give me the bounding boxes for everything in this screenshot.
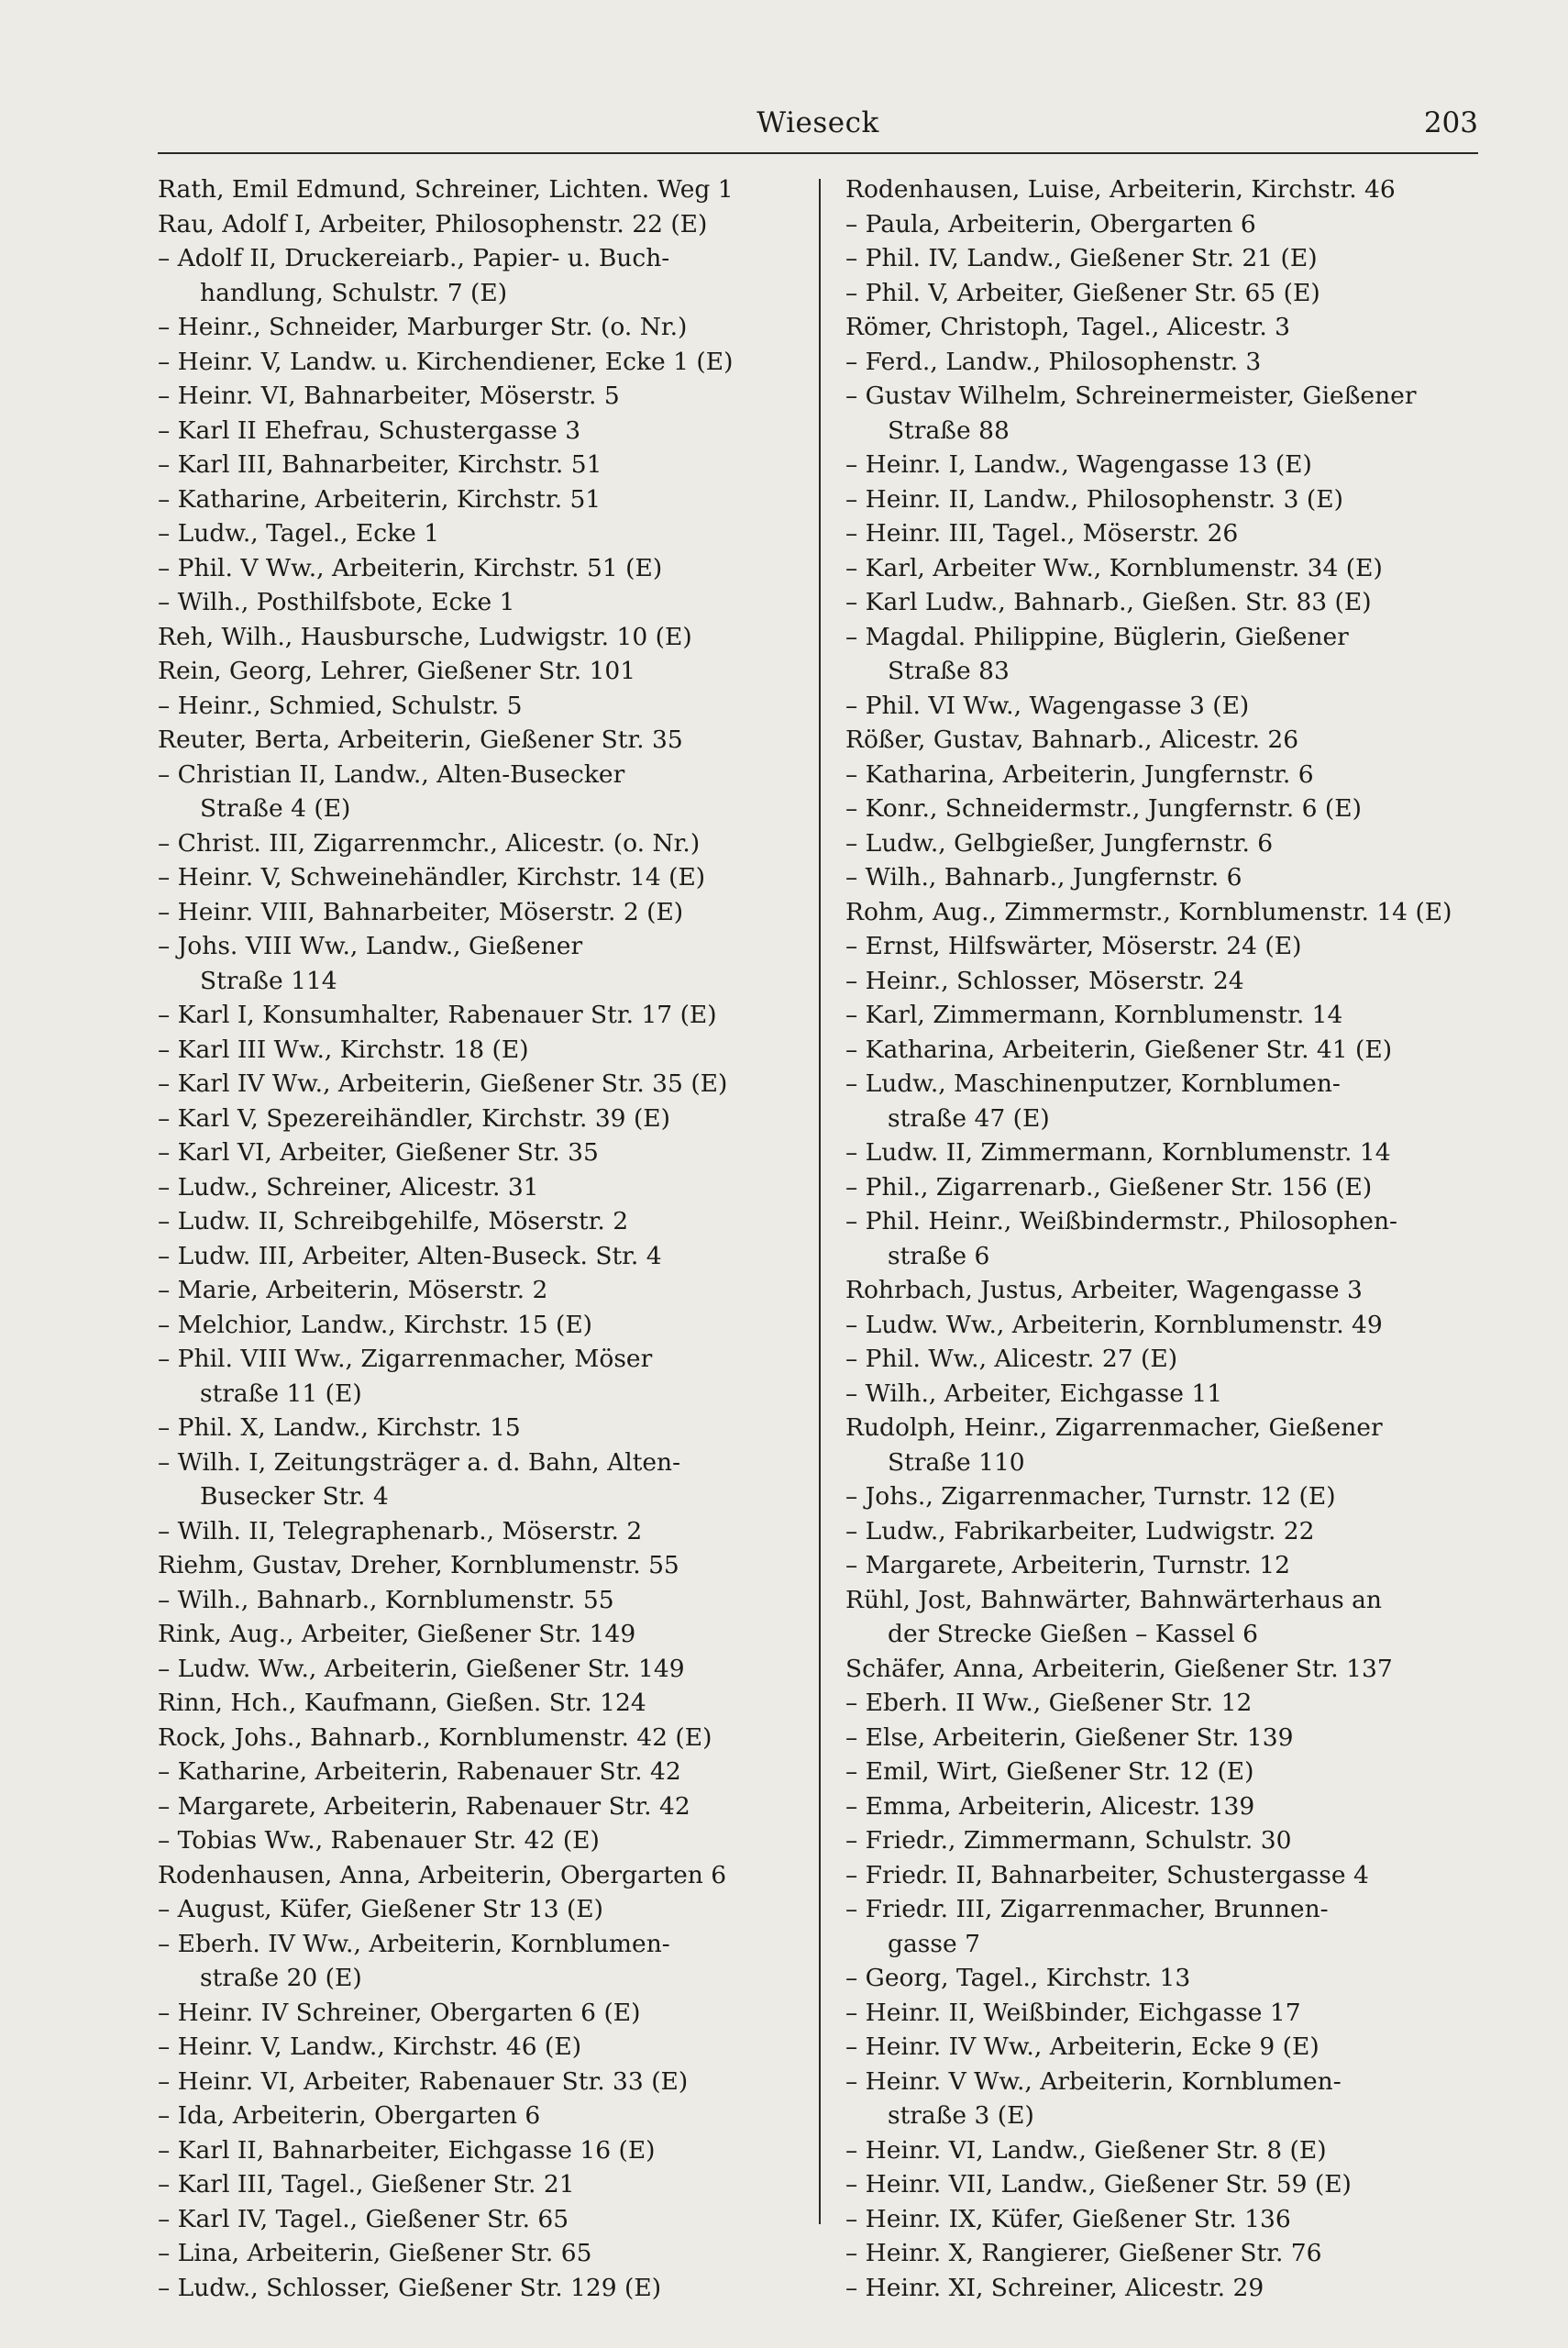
- directory-entry: Straße 88: [888, 415, 1010, 445]
- directory-entry: – Heinr. V, Landw. u. Kirchendiener, Ecke 1 (E): [158, 347, 734, 376]
- directory-entry: – Lina, Arbeiterin, Gießener Str. 65: [158, 2239, 592, 2267]
- directory-entry: Rohrbach, Justus, Arbeiter, Wagengasse 3: [845, 1276, 1363, 1304]
- directory-entry: – Karl VI, Arbeiter, Gießener Str. 35: [158, 1138, 599, 1167]
- directory-entry: Rock, Johs., Bahnarb., Kornblumenstr. 42 (E): [158, 1722, 712, 1752]
- directory-entry: – Marie, Arbeiterin, Möserstr. 2: [158, 1276, 548, 1304]
- directory-entry: handlung, Schulstr. 7 (E): [200, 278, 508, 307]
- directory-entry: – Wilh., Arbeiter, Eichgasse 11: [845, 1379, 1223, 1408]
- column-divider: [819, 179, 821, 2224]
- directory-entry: – Phil. V Ww., Arbeiterin, Kirchstr. 51 (E): [158, 553, 663, 582]
- directory-entry: – Heinr. V Ww., Arbeiterin, Kornblumen-: [845, 2066, 1342, 2096]
- directory-entry: – Paula, Arbeiterin, Obergarten 6: [845, 209, 1256, 238]
- directory-entry: – Karl IV Ww., Arbeiterin, Gießener Str. 35 (E): [158, 1069, 728, 1098]
- directory-entry: Straße 110: [888, 1447, 1025, 1477]
- directory-entry: Rudolph, Heinr., Zigarrenmacher, Gießener: [845, 1413, 1383, 1442]
- directory-entry: straße 47 (E): [888, 1103, 1050, 1133]
- directory-entry: gasse 7: [888, 1929, 980, 1958]
- directory-entry: Rühl, Jost, Bahnwärter, Bahnwärterhaus an: [845, 1585, 1382, 1614]
- directory-entry: Straße 4 (E): [200, 794, 351, 823]
- directory-entry: – Ferd., Landw., Philosophenstr. 3: [845, 347, 1262, 376]
- directory-entry: – Katharina, Arbeiterin, Gießener Str. 41 (E): [845, 1035, 1393, 1064]
- directory-entry: – Else, Arbeiterin, Gießener Str. 139: [845, 1722, 1294, 1752]
- directory-entry: – Heinr. VI, Bahnarbeiter, Möserstr. 5: [158, 382, 620, 410]
- directory-entry: – Konr., Schneidermstr., Jungfernstr. 6 (E): [845, 794, 1362, 823]
- directory-entry: – Heinr. IV Ww., Arbeiterin, Ecke 9 (E): [845, 2032, 1320, 2061]
- directory-entry: – Katharine, Arbeiterin, Kirchstr. 51: [158, 484, 602, 514]
- directory-entry: – Heinr. IV Schreiner, Obergarten 6 (E): [158, 1998, 641, 2027]
- directory-entry: – Emma, Arbeiterin, Alicestr. 139: [845, 1791, 1255, 1821]
- header-rule: [158, 152, 1478, 154]
- directory-entry: Rodenhausen, Anna, Arbeiterin, Obergarten 6: [158, 1860, 727, 1889]
- directory-entry: Riehm, Gustav, Dreher, Kornblumenstr. 55: [158, 1551, 679, 1579]
- directory-entry: – Heinr. IX, Küfer, Gießener Str. 136: [845, 2204, 1291, 2233]
- page-header: [158, 103, 1478, 149]
- directory-entry: – Wilh. II, Telegraphenarb., Möserstr. 2: [158, 1516, 643, 1545]
- left-column: [158, 172, 800, 2305]
- directory-entry: – Karl III Ww., Kirchstr. 18 (E): [158, 1035, 529, 1064]
- directory-entry: Rath, Emil Edmund, Schreiner, Lichten. Weg 1: [158, 175, 734, 204]
- directory-entry: – Heinr., Schneider, Marburger Str. (o. Nr.): [158, 313, 688, 341]
- directory-entry: – Ludw., Tagel., Ecke 1: [158, 519, 440, 548]
- directory-entry: – Ludw., Gelbgießer, Jungfernstr. 6: [845, 828, 1274, 858]
- directory-entry: – Christ. III, Zigarrenmchr., Alicestr. (o. Nr.): [158, 828, 701, 858]
- directory-entry: – Heinr. VI, Arbeiter, Rabenauer Str. 33 (E): [158, 2066, 689, 2096]
- directory-entry: – Ludw. Ww., Arbeiterin, Gießener Str. 149: [158, 1654, 685, 1683]
- directory-entry: – Melchior, Landw., Kirchstr. 15 (E): [158, 1310, 593, 1339]
- directory-entry: Rößer, Gustav, Bahnarb., Alicestr. 26: [845, 725, 1299, 754]
- directory-entry: – Ida, Arbeiterin, Obergarten 6: [158, 2101, 541, 2130]
- directory-entry: – Margarete, Arbeiterin, Rabenauer Str. 42: [158, 1791, 690, 1821]
- directory-entry: – Heinr. VIII, Bahnarbeiter, Möserstr. 2 (E): [158, 897, 684, 926]
- directory-entry: – Ludw., Schreiner, Alicestr. 31: [158, 1172, 539, 1202]
- directory-entry: – Karl II Ehefrau, Schustergasse 3: [158, 415, 581, 445]
- directory-entry: – Phil., Zigarrenarb., Gießener Str. 156 (E): [845, 1172, 1373, 1202]
- directory-entry: – Ludw. II, Schreibgehilfe, Möserstr. 2: [158, 1207, 629, 1235]
- directory-entry: – Ludw., Fabrikarbeiter, Ludwigstr. 22: [845, 1516, 1315, 1545]
- directory-entry: – Ludw., Maschinenputzer, Kornblumen-: [845, 1069, 1341, 1098]
- directory-entry: – Heinr. V, Schweinehändler, Kirchstr. 14 (E): [158, 863, 706, 892]
- directory-entry: – Heinr. XI, Schreiner, Alicestr. 29: [845, 2273, 1264, 2302]
- directory-entry: straße 6: [888, 1241, 990, 1270]
- directory-entry: straße 20 (E): [200, 1964, 362, 1992]
- directory-entry: – Friedr. III, Zigarrenmacher, Brunnen-: [845, 1895, 1329, 1923]
- directory-entry: – Karl II, Bahnarbeiter, Eichgasse 16 (E): [158, 2135, 656, 2165]
- directory-entry: Rein, Georg, Lehrer, Gießener Str. 101: [158, 657, 636, 685]
- directory-entry: – Heinr. VII, Landw., Gießener Str. 59 (E): [845, 2170, 1352, 2198]
- directory-entry: – Phil. V, Arbeiter, Gießener Str. 65 (E): [845, 278, 1320, 307]
- directory-entry: – Katharine, Arbeiterin, Rabenauer Str. 42: [158, 1757, 681, 1786]
- directory-entry: – Ludw., Schlosser, Gießener Str. 129 (E): [158, 2273, 662, 2302]
- directory-entry: – Heinr. VI, Landw., Gießener Str. 8 (E): [845, 2135, 1327, 2165]
- directory-entry: – Emil, Wirt, Gießener Str. 12 (E): [845, 1757, 1254, 1786]
- directory-entry: Schäfer, Anna, Arbeiterin, Gießener Str. 137: [845, 1654, 1393, 1683]
- directory-entry: – Tobias Ww., Rabenauer Str. 42 (E): [158, 1826, 600, 1855]
- directory-entry: – Eberh. II Ww., Gießener Str. 12: [845, 1689, 1253, 1717]
- directory-entry: – Johs., Zigarrenmacher, Turnstr. 12 (E): [845, 1482, 1336, 1511]
- directory-entry: – Phil. IV, Landw., Gießener Str. 21 (E): [845, 244, 1318, 272]
- directory-entry: Reuter, Berta, Arbeiterin, Gießener Str. 35: [158, 725, 683, 754]
- directory-entry: – Ernst, Hilfswärter, Möserstr. 24 (E): [845, 932, 1302, 960]
- directory-entry: Straße 114: [200, 966, 337, 995]
- directory-entry: – Karl V, Spezereihändler, Kirchstr. 39 (E): [158, 1103, 670, 1133]
- directory-entry: – Gustav Wilhelm, Schreinermeister, Gießener: [845, 382, 1417, 410]
- directory-entry: – Phil. VI Ww., Wagengasse 3 (E): [845, 691, 1250, 720]
- directory-entry: – Wilh., Posthilfsbote, Ecke 1: [158, 588, 515, 616]
- directory-entry: – Karl III, Tagel., Gießener Str. 21: [158, 2170, 575, 2198]
- directory-entry: Straße 83: [888, 657, 1010, 685]
- directory-entry: Rau, Adolf I, Arbeiter, Philosophenstr. 22 (E): [158, 209, 708, 238]
- directory-entry: – Heinr., Schlosser, Möserstr. 24: [845, 966, 1244, 995]
- directory-entry: straße 11 (E): [200, 1379, 362, 1408]
- directory-entry: – Heinr., Schmied, Schulstr. 5: [158, 691, 523, 720]
- directory-entry: – Johs. VIII Ww., Landw., Gießener: [158, 932, 583, 960]
- directory-entry: Rink, Aug., Arbeiter, Gießener Str. 149: [158, 1620, 636, 1648]
- directory-entry: – Margarete, Arbeiterin, Turnstr. 12: [845, 1551, 1290, 1579]
- directory-entry: Rodenhausen, Luise, Arbeiterin, Kirchstr. 46: [845, 175, 1396, 204]
- directory-entry: – Katharina, Arbeiterin, Jungfernstr. 6: [845, 759, 1314, 789]
- directory-entry: – Heinr. V, Landw., Kirchstr. 46 (E): [158, 2032, 582, 2061]
- directory-entry: – Heinr. III, Tagel., Möserstr. 26: [845, 519, 1239, 548]
- directory-entry: – Ludw. Ww., Arbeiterin, Kornblumenstr. 49: [845, 1310, 1383, 1339]
- directory-entry: – August, Küfer, Gießener Str 13 (E): [158, 1895, 603, 1923]
- directory-entry: der Strecke Gießen – Kassel 6: [888, 1620, 1259, 1648]
- directory-entry: – Phil. Ww., Alicestr. 27 (E): [845, 1345, 1178, 1373]
- right-column: [845, 172, 1478, 2305]
- directory-entry: – Karl, Arbeiter Ww., Kornblumenstr. 34 (E): [845, 553, 1383, 582]
- directory-entry: – Ludw. III, Arbeiter, Alten-Buseck. Str. 4: [158, 1241, 662, 1270]
- directory-entry: – Adolf II, Druckereiarb., Papier- u. Buch-: [158, 244, 670, 272]
- directory-entry: – Ludw. II, Zimmermann, Kornblumenstr. 14: [845, 1138, 1391, 1167]
- directory-entry: straße 3 (E): [888, 2101, 1034, 2130]
- page-number: 203: [1423, 106, 1478, 139]
- directory-entry: – Friedr., Zimmermann, Schulstr. 30: [845, 1826, 1292, 1855]
- directory-entry: – Karl, Zimmermann, Kornblumenstr. 14: [845, 1001, 1343, 1029]
- directory-entry: Busecker Str. 4: [200, 1482, 389, 1511]
- directory-entry: – Eberh. IV Ww., Arbeiterin, Kornblumen-: [158, 1929, 670, 1958]
- directory-entry: – Friedr. II, Bahnarbeiter, Schustergasse 4: [845, 1860, 1369, 1889]
- directory-entry: Rohm, Aug., Zimmermstr., Kornblumenstr. 14 (E): [845, 897, 1452, 926]
- directory-entry: – Wilh. I, Zeitungsträger a. d. Bahn, Alten-: [158, 1447, 681, 1477]
- directory-entry: – Heinr. I, Landw., Wagengasse 13 (E): [845, 450, 1312, 479]
- directory-entry: – Karl IV, Tagel., Gießener Str. 65: [158, 2204, 569, 2233]
- directory-entry: – Phil. Heinr., Weißbindermstr., Philosophen-: [845, 1207, 1397, 1235]
- directory-entry: Reh, Wilh., Hausbursche, Ludwigstr. 10 (E): [158, 622, 692, 651]
- directory-entry: – Magdal. Philippine, Büglerin, Gießener: [845, 622, 1349, 651]
- directory-entry: Rinn, Hch., Kaufmann, Gießen. Str. 124: [158, 1689, 646, 1717]
- directory-entry: – Georg, Tagel., Kirchstr. 13: [845, 1964, 1191, 1992]
- directory-entry: – Wilh., Bahnarb., Kornblumenstr. 55: [158, 1585, 614, 1614]
- page-title: Wieseck: [756, 106, 879, 139]
- directory-entry: – Karl Ludw., Bahnarb., Gießen. Str. 83 (E): [845, 588, 1372, 616]
- directory-entry: – Wilh., Bahnarb., Jungfernstr. 6: [845, 863, 1242, 892]
- directory-entry: Römer, Christoph, Tagel., Alicestr. 3: [845, 313, 1291, 341]
- directory-entry: – Phil. X, Landw., Kirchstr. 15: [158, 1413, 521, 1442]
- directory-entry: – Heinr. X, Rangierer, Gießener Str. 76: [845, 2239, 1322, 2267]
- directory-entry: – Christian II, Landw., Alten-Busecker: [158, 759, 625, 789]
- directory-entry: – Karl I, Konsumhalter, Rabenauer Str. 17 (E): [158, 1001, 717, 1029]
- directory-entry: – Heinr. II, Weißbinder, Eichgasse 17: [845, 1998, 1301, 2027]
- directory-entry: – Phil. VIII Ww., Zigarrenmacher, Möser: [158, 1345, 653, 1373]
- directory-entry: – Heinr. II, Landw., Philosophenstr. 3 (E): [845, 484, 1343, 514]
- directory-entry: – Karl III, Bahnarbeiter, Kirchstr. 51: [158, 450, 602, 479]
